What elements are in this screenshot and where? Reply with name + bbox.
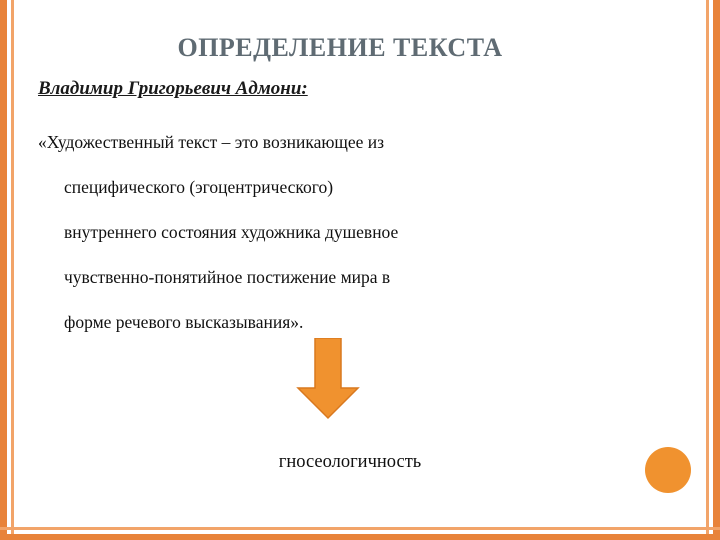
page-title: ОПРЕДЕЛЕНИЕ ТЕКСТА bbox=[177, 33, 503, 62]
author-name: Владимир Григорьевич Адмони: bbox=[38, 78, 308, 99]
quote-line: форме речевого высказывания». bbox=[64, 312, 304, 332]
quote-line: чувственно-понятийное постижение мира в bbox=[64, 267, 391, 287]
bottom-border-outer-decoration bbox=[0, 534, 720, 540]
quote-line: специфического (эгоцентрического) bbox=[64, 177, 334, 197]
circle-decoration-icon bbox=[645, 447, 691, 493]
down-arrow-icon bbox=[293, 338, 363, 420]
right-border-outer-decoration bbox=[713, 0, 720, 540]
right-border-inner-decoration bbox=[706, 0, 709, 540]
quote-line: внутреннего состояния художника душевное bbox=[64, 222, 399, 242]
left-border-inner-decoration bbox=[11, 0, 14, 540]
conclusion-text: гносеологичность bbox=[278, 452, 422, 472]
quote-block bbox=[38, 120, 638, 345]
left-border-outer-decoration bbox=[0, 0, 7, 540]
quote-line: «Художественный текст – это возникающее из bbox=[38, 132, 385, 152]
bottom-border-inner-decoration bbox=[0, 527, 720, 530]
